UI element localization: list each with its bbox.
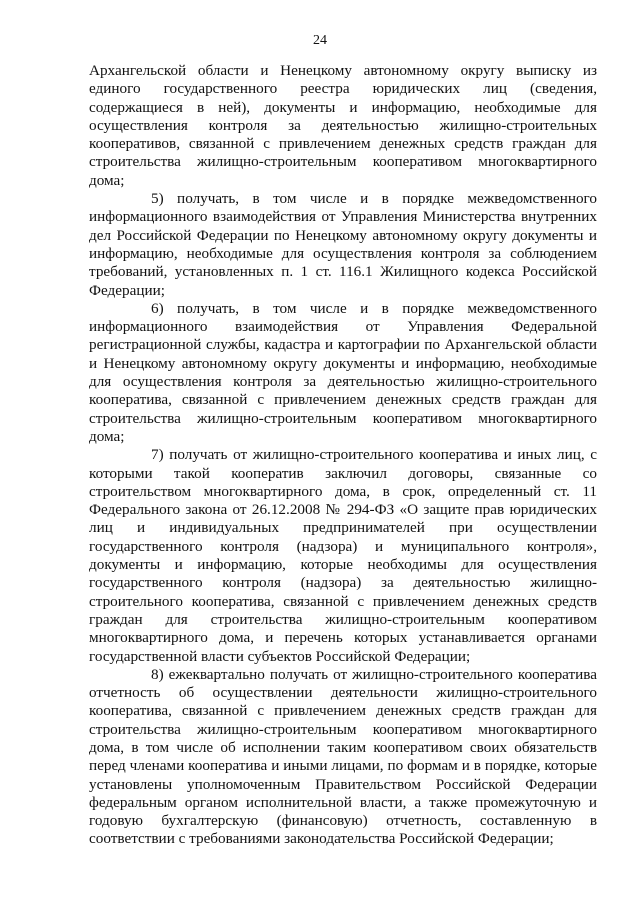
paragraph-item-6: 6) получать, в том числе и в порядке межведомственного информационного взаимодействия от Управления Федеральной регистрационной службы, кадастра и картографии по Архангельской области и Ненецкому автономному округу документы и информацию, необходимые для осуществления контроля за деятельностью жилищно-строительного кооператива, связанной с привлечением денежных средств граждан для строительства жилищно-строительным кооперативом многоквартирного дома;	[89, 299, 597, 445]
document-body	[89, 62, 597, 849]
paragraph-item-8: 8) ежеквартально получать от жилищно-строительного кооператива отчетность об осуществлении деятельности жилищно-строительного кооператива, связанной с привлечением денежных средств граждан для строительства жилищно-строительным кооперативом многоквартирного дома, в том числе об исполнении таким кооперативом своих обязательств перед членами кооператива и иными лицами, по формам и в порядке, которые установлены уполномоченным Правительством Российской Федерации федеральным органом исполнительной власти, а также промежуточную и годовую бухгалтерскую (финансовую) отчетность, составленную в соответствии с требованиями законодательства Российской Федерации;	[89, 665, 597, 848]
paragraph-item-5: 5) получать, в том числе и в порядке межведомственного информационного взаимодействия от Управления Министерства внутренних дел Российской Федерации по Ненецкому автономному округу документы и информацию, необходимые для осуществления контроля за соблюдением требований, установленных п. 1 ст. 116.1 Жилищного кодекса Российской Федерации;	[89, 190, 597, 299]
page-number: 24	[313, 33, 327, 48]
paragraph-item-7: 7) получать от жилищно-строительного кооператива и иных лиц, с которыми такой кооператив заключил договоры, связанные со строительством многоквартирного дома, в срок, определенный ст. 11 Федерального закона от 26.12.2008 № 294-ФЗ «О защите прав юридических лиц и индивидуальных предпринимателей при осуществлении государственного контроля (надзора) и муниципального контроля», документы и информацию, которые необходимы для осуществления государственного контроля (надзора) за деятельностью жилищно-строительного кооператива, связанной с привлечением денежных средств граждан для строительства жилищно-строительным кооперативом многоквартирного дома, и перечень которых устанавливается органами государственной власти субъектов Российской Федерации;	[89, 446, 597, 665]
paragraph-continuation: Архангельской области и Ненецкому автономному округу выписку из единого государственного реестра юридических лиц (сведения, содержащиеся в ней), документы и информацию, необходимые для осуществления контроля за деятельностью жилищно-строительных кооперативов, связанной с привлечением денежных средств граждан для строительства жилищно-строительным кооперативом многоквартирного дома;	[89, 62, 597, 189]
